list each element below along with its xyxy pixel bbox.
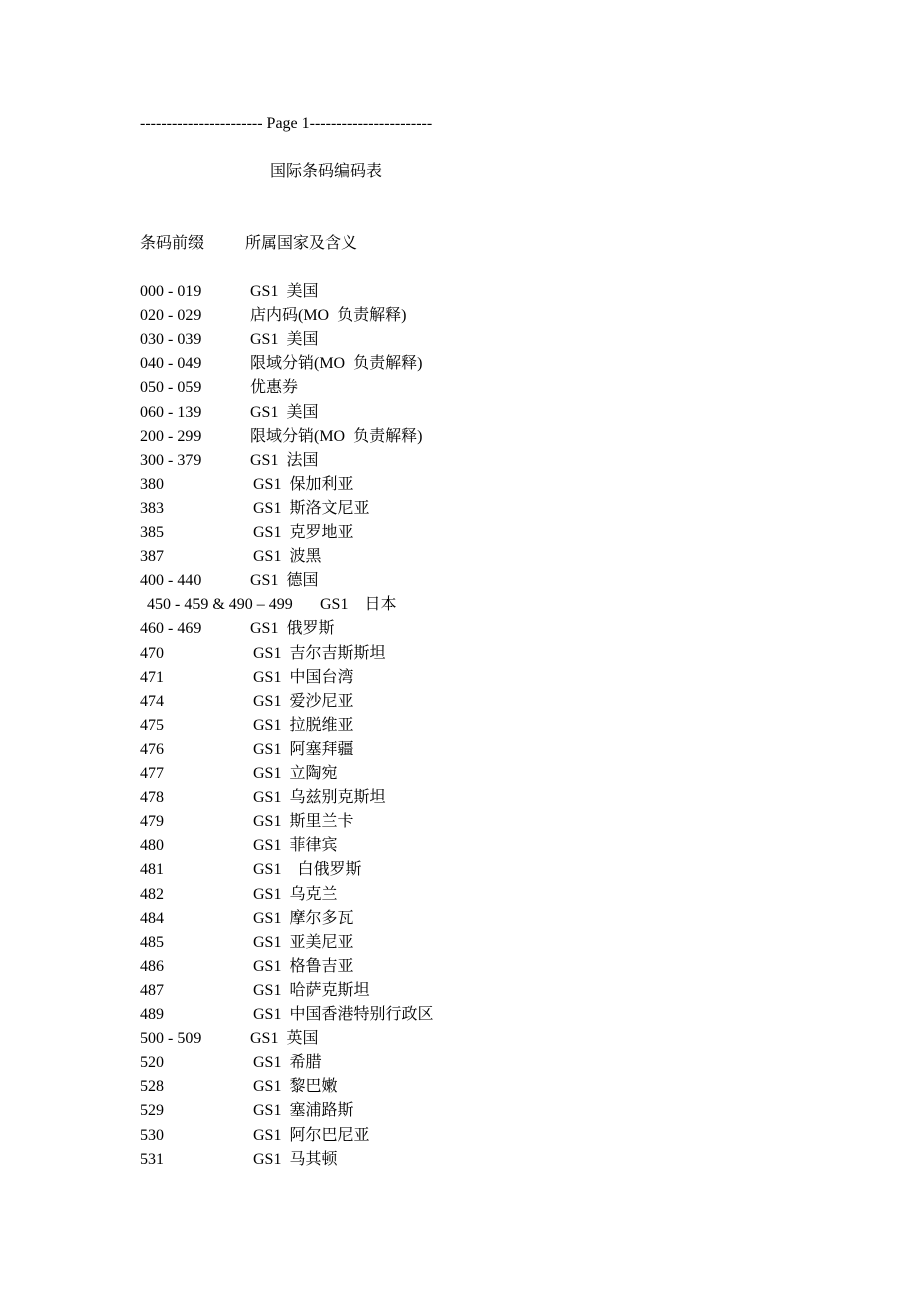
- barcode-prefix: 470: [140, 644, 164, 662]
- barcode-prefix: 477: [140, 765, 164, 782]
- country-meaning: GS1 拉脱维亚: [253, 716, 354, 734]
- country-meaning: GS1 格鲁吉亚: [253, 957, 354, 975]
- table-row: [0, 860, 920, 880]
- country-meaning: GS1 英国: [250, 1030, 319, 1048]
- barcode-prefix: 200 - 299: [140, 427, 202, 445]
- barcode-prefix: 380: [140, 475, 164, 493]
- country-meaning: GS1 希腊: [253, 1054, 322, 1072]
- barcode-prefix: 531: [140, 1150, 164, 1168]
- country-meaning: GS1 阿塞拜疆: [253, 740, 354, 758]
- table-row: [0, 957, 920, 977]
- table-row: [0, 1029, 920, 1049]
- barcode-prefix: 383: [140, 499, 164, 517]
- barcode-prefix: 520: [140, 1054, 164, 1072]
- barcode-prefix: 060 - 139: [140, 403, 202, 421]
- country-meaning: GS1 斯洛文尼亚: [253, 499, 370, 517]
- barcode-prefix: 481: [140, 861, 164, 879]
- country-meaning: GS1 吉尔吉斯斯坦: [253, 644, 386, 662]
- table-row: [0, 933, 920, 953]
- header-country: 所属国家及含义: [245, 235, 358, 252]
- barcode-prefix: 480: [140, 837, 164, 855]
- country-meaning: GS1 保加利亚: [253, 475, 354, 493]
- table-row: [0, 836, 920, 856]
- table-row: [0, 354, 920, 374]
- country-meaning: 优惠券: [250, 379, 299, 397]
- country-meaning: GS1 日本: [320, 596, 397, 614]
- table-row: [0, 595, 920, 615]
- barcode-prefix: 385: [140, 524, 164, 541]
- country-meaning: GS1 克罗地亚: [253, 524, 354, 541]
- table-row: [0, 909, 920, 929]
- table-row: [0, 378, 920, 398]
- barcode-prefix: 530: [140, 1126, 164, 1144]
- table-row: [0, 282, 920, 302]
- barcode-prefix: 050 - 059: [140, 379, 202, 397]
- country-meaning: GS1 俄罗斯: [250, 620, 335, 638]
- barcode-prefix: 479: [140, 813, 164, 831]
- barcode-prefix: 487: [140, 981, 164, 999]
- table-row: [0, 330, 920, 350]
- barcode-prefix: 475: [140, 716, 164, 734]
- barcode-prefix: 489: [140, 1006, 164, 1023]
- country-meaning: GS1 德国: [250, 572, 319, 590]
- table-row: [0, 403, 920, 423]
- barcode-prefix: 471: [140, 668, 164, 686]
- barcode-prefix: 528: [140, 1078, 164, 1096]
- barcode-prefix: 400 - 440: [140, 572, 202, 590]
- table-row: [0, 475, 920, 495]
- barcode-prefix: 482: [140, 885, 164, 903]
- country-meaning: GS1 美国: [250, 283, 319, 300]
- table-row: [0, 523, 920, 543]
- country-meaning: GS1 乌克兰: [253, 885, 338, 903]
- country-meaning: GS1 中国台湾: [253, 668, 354, 686]
- table-row: [0, 644, 920, 664]
- country-meaning: GS1 摩尔多瓦: [253, 909, 354, 927]
- barcode-prefix: 529: [140, 1102, 164, 1120]
- barcode-prefix: 476: [140, 740, 164, 758]
- table-row: [0, 1053, 920, 1073]
- table-row: [0, 547, 920, 567]
- table-row: [0, 451, 920, 471]
- table-row: [0, 692, 920, 712]
- barcode-prefix: 500 - 509: [140, 1030, 202, 1048]
- barcode-prefix: 000 - 019: [140, 283, 202, 300]
- table-row: [0, 716, 920, 736]
- country-meaning: GS1 爱沙尼亚: [253, 692, 354, 710]
- table-row: [0, 1101, 920, 1121]
- table-row: [0, 571, 920, 591]
- header-prefix: 条码前缀: [140, 235, 205, 252]
- country-meaning: 限域分销(MO 负责解释): [250, 427, 423, 445]
- country-meaning: GS1 中国香港特别行政区: [253, 1006, 434, 1023]
- table-row: [0, 1005, 920, 1025]
- table-row: [0, 1077, 920, 1097]
- table-row: [0, 1126, 920, 1146]
- country-meaning: 店内码(MO 负责解释): [250, 307, 407, 325]
- page-marker: ----------------------- Page 1-----------------------: [140, 115, 433, 132]
- table-row: [0, 812, 920, 832]
- country-meaning: GS1 法国: [250, 451, 319, 469]
- country-meaning: GS1 立陶宛: [253, 765, 338, 782]
- table-row: [0, 668, 920, 688]
- country-meaning: GS1 美国: [250, 331, 319, 349]
- country-meaning: GS1 塞浦路斯: [253, 1102, 354, 1120]
- country-meaning: GS1 黎巴嫩: [253, 1078, 338, 1096]
- country-meaning: GS1 马其顿: [253, 1150, 338, 1168]
- barcode-prefix: 474: [140, 692, 164, 710]
- country-meaning: 限域分销(MO 负责解释): [250, 355, 423, 373]
- barcode-prefix: 478: [140, 789, 164, 807]
- country-meaning: GS1 乌兹别克斯坦: [253, 789, 386, 807]
- country-meaning: GS1 波黑: [253, 548, 322, 566]
- country-meaning: GS1 美国: [250, 403, 319, 421]
- country-meaning: GS1 菲律宾: [253, 837, 338, 855]
- barcode-prefix: 460 - 469: [140, 620, 202, 638]
- table-row: [0, 981, 920, 1001]
- barcode-prefix: 486: [140, 957, 164, 975]
- barcode-prefix: 040 - 049: [140, 355, 202, 373]
- barcode-prefix: 485: [140, 933, 164, 951]
- country-meaning: GS1 阿尔巴尼亚: [253, 1126, 370, 1144]
- barcode-prefix: 484: [140, 909, 164, 927]
- table-row: [0, 764, 920, 784]
- barcode-prefix: 030 - 039: [140, 331, 202, 349]
- country-meaning: GS1 斯里兰卡: [253, 813, 354, 831]
- barcode-prefix: 020 - 029: [140, 307, 202, 325]
- barcode-prefix: 450 - 459 & 490 – 499: [147, 596, 293, 614]
- table-row: [0, 1150, 920, 1170]
- table-row: [0, 427, 920, 447]
- table-row: [0, 619, 920, 639]
- table-row: [0, 306, 920, 326]
- country-meaning: GS1 白俄罗斯: [253, 861, 362, 879]
- table-row: [0, 499, 920, 519]
- barcode-prefix: 387: [140, 548, 164, 566]
- country-meaning: GS1 哈萨克斯坦: [253, 981, 370, 999]
- table-row: [0, 788, 920, 808]
- document-title: 国际条码编码表: [270, 163, 383, 180]
- table-row: [0, 885, 920, 905]
- barcode-prefix: 300 - 379: [140, 451, 202, 469]
- table-row: [0, 740, 920, 760]
- country-meaning: GS1 亚美尼亚: [253, 933, 354, 951]
